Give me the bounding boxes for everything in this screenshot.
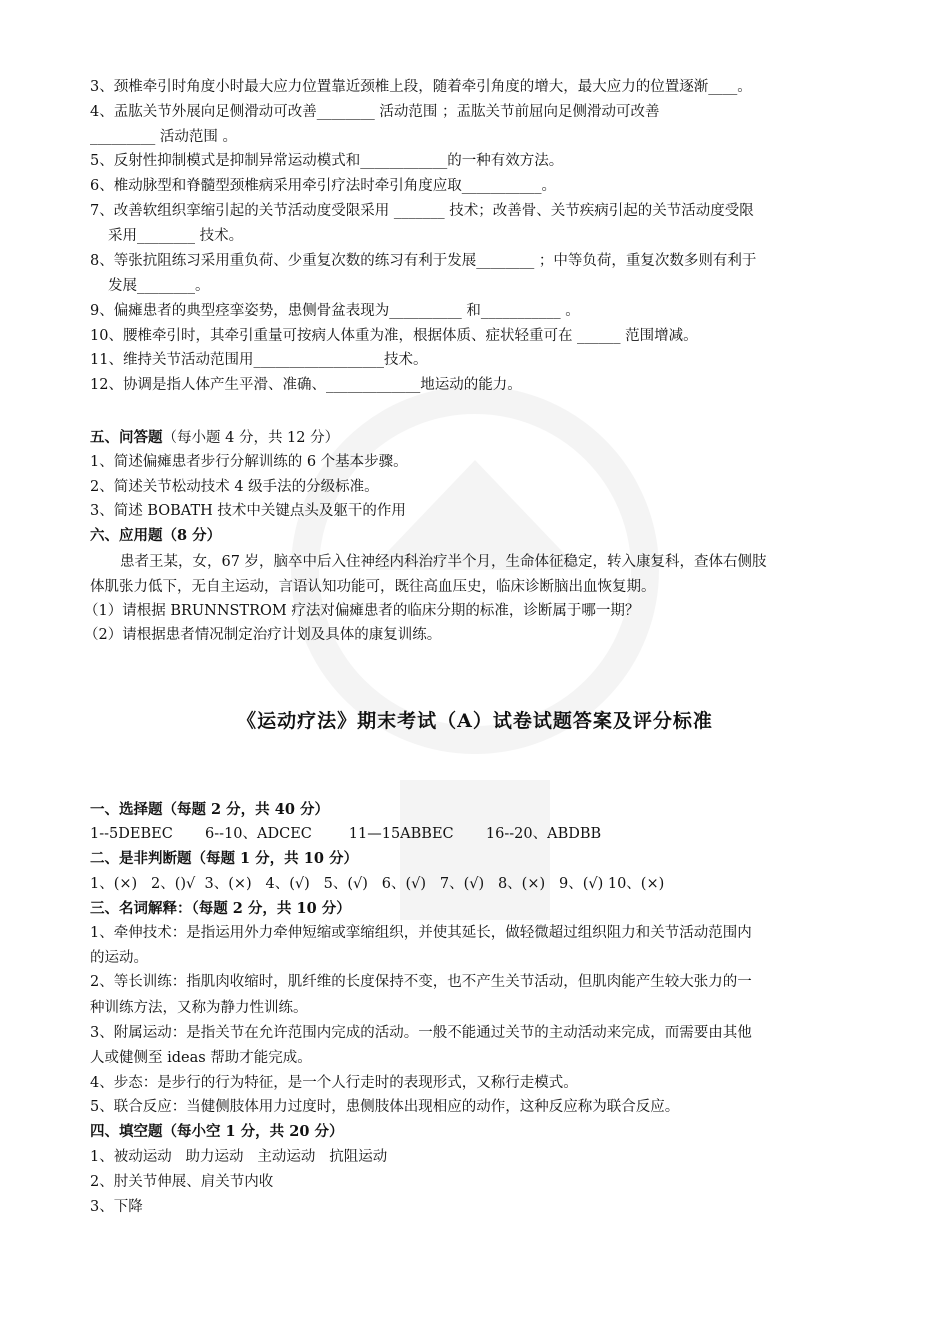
fill-question-5: 5、反射性抑制模式是抑制异常运动模式和____________的一种有效方法。	[90, 153, 564, 169]
definition-2-line1: 2、等长训练：指肌肉收缩时，肌纤维的长度保持不变，也不产生关节活动，但肌肉能产生较大张力的一	[90, 974, 752, 990]
essay-question-1: 1、简述偏瘫患者步行分解训练的 6 个基本步骤。	[90, 454, 408, 470]
answer-section-1-heading: 一、选择题（每题 2 分，共 40 分）	[90, 801, 329, 818]
section-6-heading: 六、应用题（8 分）	[90, 527, 222, 544]
section-5-heading-title: 五、问答题	[90, 429, 163, 446]
essay-question-2: 2、简述关节松动技术 4 级手法的分级标准。	[90, 479, 379, 495]
fill-question-10: 10、腰椎牵引时，其牵引重量可按病人体重为准，根据体质、症状轻重可在 ______ 范围增减。	[90, 328, 698, 344]
section-5-heading	[90, 428, 339, 448]
fill-question-8-line2: 发展________。	[108, 278, 210, 294]
definition-1-line1: 1、牵伸技术：是指运用外力牵伸短缩或挛缩组织，并使其延长，做轻微超过组织阻力和关节活动范围内	[90, 925, 752, 941]
fill-question-8-line1: 8、等张抗阻练习采用重负荷、少重复次数的练习有利于发展________ ；中等负荷，重复次数多则有利于	[90, 253, 757, 269]
fill-answer-1: 1、被动运动 助力运动 主动运动 抗阻运动	[90, 1149, 388, 1165]
fill-question-3: 3、颈椎牵引时角度小时最大应力位置靠近颈椎上段，随着牵引角度的增大，最大应力的位置逐渐____。	[90, 79, 752, 95]
fill-question-11: 11、维持关节活动范围用__________________技术。	[90, 352, 428, 368]
definition-5: 5、联合反应：当健侧肢体用力过度时，患侧肢体出现相应的动作，这种反应称为联合反应。	[90, 1099, 680, 1115]
definition-2-line2: 种训练方法，又称为静力性训练。	[90, 1000, 308, 1016]
fill-question-9: 9、偏瘫患者的典型痉挛姿势，患侧骨盆表现为__________ 和___________ 。	[90, 303, 580, 319]
fill-question-12: 12、协调是指人体产生平滑、准确、_____________地运动的能力。	[90, 377, 522, 393]
fill-question-7-line1: 7、改善软组织挛缩引起的关节活动度受限采用 _______ 技术；改善骨、关节疾病引起的关节活动度受限	[90, 203, 754, 219]
definition-3-line1: 3、附属运动：是指关节在允许范围内完成的活动。一般不能通过关节的主动活动来完成，而需要由其他	[90, 1025, 752, 1041]
case-question-1: （1）请根据 BRUNNSTROM 疗法对偏瘫患者的临床分期的标准，诊断属于哪一期？	[84, 603, 640, 619]
answer-key-title: 《运动疗法》期末考试（A）试卷试题答案及评分标准	[237, 710, 713, 732]
fill-question-4-line1: 4、盂肱关节外展向足侧滑动可改善________ 活动范围 ；盂肱关节前屈向足侧滑动可改善	[90, 104, 660, 120]
fill-question-4-line2: _________ 活动范围 。	[90, 129, 237, 145]
section-5-heading-note: （每小题 4 分，共 12 分）	[162, 430, 340, 446]
case-paragraph-line1: 患者王某，女，67 岁，脑卒中后入住神经内科治疗半个月，生命体征稳定，转入康复科，查体右侧肢	[120, 554, 767, 570]
answer-section-1-body: 1--5DEBEC 6--10、ADCEC 11—15ABBEC 16--20、ABDBB	[90, 826, 602, 842]
case-question-2: （2）请根据患者情况制定治疗计划及具体的康复训练。	[84, 627, 442, 643]
fill-question-7-line2: 采用________ 技术。	[108, 228, 244, 244]
essay-question-3: 3、简述 BOBATH 技术中关键点头及躯干的作用	[90, 503, 406, 519]
fill-question-6: 6、椎动脉型和脊髓型颈椎病采用牵引疗法时牵引角度应取___________。	[90, 178, 556, 194]
answer-section-2-heading: 二、是非判断题（每题 1 分，共 10 分）	[90, 850, 358, 867]
case-paragraph-line2: 体肌张力低下，无自主运动，言语认知功能可，既往高血压史，临床诊断脑出血恢复期。	[90, 579, 656, 595]
answer-section-2-body: 1、(×) 2、()√ 3、(×) 4、(√) 5、(√) 6、(√) 7、(√) 8、(×) 9、(√) 10、(×)	[90, 876, 665, 892]
fill-answer-3: 3、下降	[90, 1199, 143, 1215]
answer-section-3-heading: 三、名词解释：（每题 2 分，共 10 分）	[90, 900, 351, 917]
definition-3-line2: 人或健侧至 ideas 帮助才能完成。	[90, 1050, 312, 1066]
answer-section-4-heading: 四、填空题（每小空 1 分，共 20 分）	[90, 1123, 344, 1140]
fill-answer-2: 2、肘关节伸展、肩关节内收	[90, 1174, 274, 1190]
definition-4: 4、步态：是步行的行为特征，是一个人行走时的表现形式，又称行走模式。	[90, 1075, 578, 1091]
definition-1-line2: 的运动。	[90, 950, 148, 966]
